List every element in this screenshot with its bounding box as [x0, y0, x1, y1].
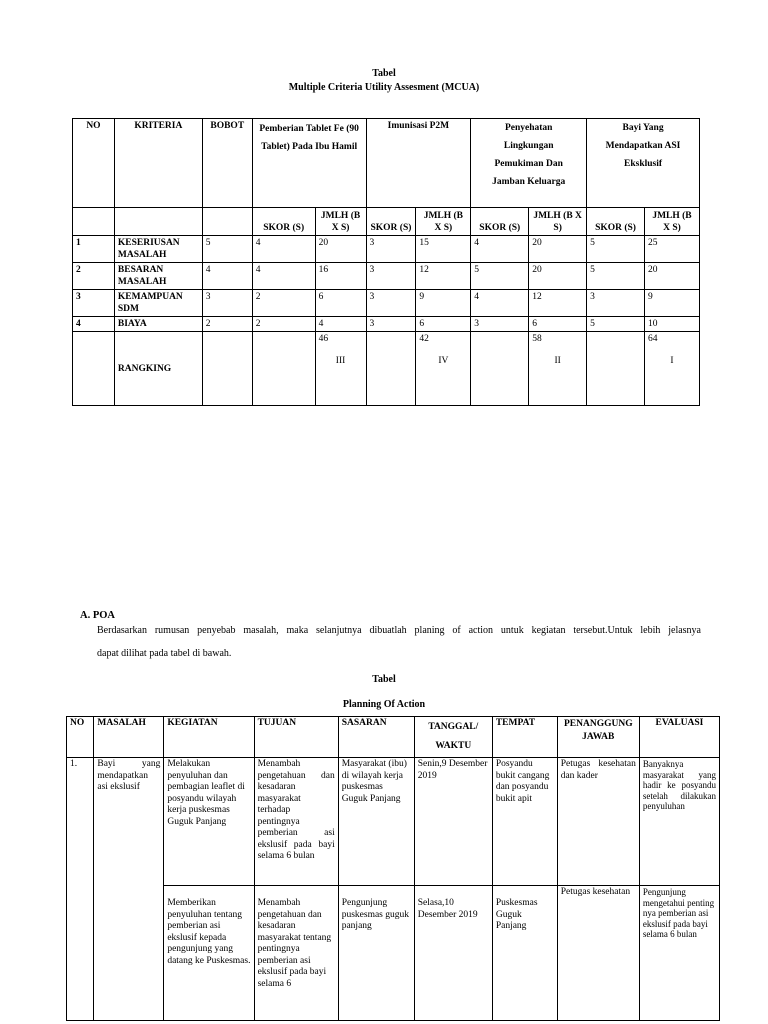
- row-tempat: Posyandu bukit cangang dan posyandu bukit apit: [492, 758, 557, 886]
- header-bobot: BOBOT: [202, 119, 252, 208]
- row-kriteria: KEMAMPUAN SDM: [114, 290, 202, 317]
- mcua-title: Multiple Criteria Utility Assesment (MCUA): [288, 82, 480, 93]
- mcua-label: Tabel: [372, 68, 396, 79]
- cell: 3: [587, 290, 645, 317]
- row-evaluasi: Banyaknya masyarakat yang hadir ke posyandu setelah dilakukan penyuluhan: [639, 758, 719, 886]
- row-kriteria: BIAYA: [114, 317, 202, 332]
- total-value: 58: [532, 334, 542, 344]
- subheader-skor: SKOR (S): [252, 208, 315, 236]
- row-no: 4: [73, 317, 115, 332]
- cell: 4: [471, 290, 529, 317]
- poa-header-row: [67, 717, 720, 758]
- cell: 6: [416, 317, 471, 332]
- cell: 20: [315, 236, 366, 263]
- cell: 5: [587, 263, 645, 290]
- poa-table: [66, 716, 720, 1021]
- table-row: [73, 263, 700, 290]
- cell: 5: [587, 317, 645, 332]
- cell: 5: [587, 236, 645, 263]
- row-kriteria: BESARAN MASALAH: [114, 263, 202, 290]
- rank-value: IV: [438, 356, 449, 366]
- cell: 15: [416, 236, 471, 263]
- header-no: NO: [73, 119, 115, 208]
- poa-title: Planning Of Action: [342, 699, 426, 710]
- header-option-1: Pemberian Tablet Fe (90 Tablet) Pada Ibu Hamil: [252, 119, 366, 208]
- cell: 20: [529, 263, 587, 290]
- row-evaluasi: Pengunjung mengetahui penting nya pemberian asi ekslusif pada bayi selama 6 bulan: [639, 886, 719, 1021]
- row-tempat: Puskesmas Guguk Panjang: [492, 886, 557, 1021]
- header-kriteria: KRITERIA: [114, 119, 202, 208]
- cell: 3: [471, 317, 529, 332]
- cell: 4: [252, 263, 315, 290]
- cell: 5: [471, 263, 529, 290]
- total-cell: [416, 332, 471, 406]
- row-sasaran: Pengunjung puskesmas guguk panjang: [338, 886, 414, 1021]
- subheader-jmlh: JMLH (B X S): [416, 208, 471, 236]
- header-masalah: MASALAH: [94, 717, 164, 758]
- header-penanggung-jawab: PENANGGUNG JAWAB: [557, 717, 639, 758]
- cell: 2: [252, 290, 315, 317]
- header-tanggal: TANGGAL/ WAKTU: [414, 717, 492, 758]
- row-sasaran: Masyarakat (ibu) di wilayah kerja puskesmas Guguk Panjang: [338, 758, 414, 886]
- subheader-jmlh: JMLH (B X S): [529, 208, 587, 236]
- ranking-label: RANGKING: [114, 332, 202, 406]
- row-bobot: 2: [202, 317, 252, 332]
- cell: 3: [366, 263, 416, 290]
- row-no: 2: [73, 263, 115, 290]
- header-evaluasi: EVALUASI: [639, 717, 719, 758]
- row-kegiatan: Memberikan penyuluhan tentang pemberian asi ekslusif kepada pengunjung yang datang ke Puskesmas.: [164, 886, 254, 1021]
- header-no: NO: [67, 717, 94, 758]
- ranking-row: [73, 332, 700, 406]
- row-tujuan: Menambah pengetahuan dan kesadaran masyarakat tentang pentingnya pemberian asi ekslusif pada bayi selama 6: [254, 886, 338, 1021]
- table-row: [73, 290, 700, 317]
- row-no: 3: [73, 290, 115, 317]
- total-value: 64: [647, 334, 658, 344]
- poa-paragraph-cont: dapat dilihat pada tabel di bawah.: [97, 648, 232, 659]
- row-no: 1.: [67, 758, 94, 1021]
- row-kegiatan: Melakukan penyuluhan dan pembagian leaflet di posyandu wilayah kerja puskesmas Guguk Panjang: [164, 758, 254, 886]
- mcua-table: [72, 118, 700, 406]
- row-tanggal: Senin,9 Desember 2019: [414, 758, 492, 886]
- row-tujuan: Menambah pengetahuan dan kesadaran masyarakat terhadap pentingnya pemberian asi ekslusif pada bayi selama 6 bulan: [254, 758, 338, 886]
- cell: 12: [529, 290, 587, 317]
- row-tanggal: Selasa,10 Desember 2019: [414, 886, 492, 1021]
- cell: 9: [416, 290, 471, 317]
- subheader-skor: SKOR (S): [587, 208, 645, 236]
- cell: 4: [471, 236, 529, 263]
- cell: 9: [644, 290, 699, 317]
- cell: 16: [315, 263, 366, 290]
- row-bobot: 4: [202, 263, 252, 290]
- subheader-skor: SKOR (S): [471, 208, 529, 236]
- rank-value: III: [335, 356, 346, 366]
- total-value: 42: [419, 334, 429, 344]
- cell: 20: [644, 263, 699, 290]
- row-bobot: 5: [202, 236, 252, 263]
- cell: 6: [315, 290, 366, 317]
- row-no: 1: [73, 236, 115, 263]
- poa-heading: A. POA: [80, 610, 115, 621]
- cell: 3: [366, 236, 416, 263]
- total-cell: [315, 332, 366, 406]
- total-value: 46: [318, 334, 329, 344]
- table-row: [67, 886, 720, 1021]
- subheader-jmlh: JMLH (B X S): [315, 208, 366, 236]
- cell: 2: [252, 317, 315, 332]
- row-masalah: Bayi yang mendapatkan asi ekslusif: [94, 758, 164, 1021]
- mcua-subheader-row: [73, 208, 700, 236]
- header-option-3: Penyehatan Lingkungan Pemukiman Dan Jamban Keluarga: [471, 119, 587, 208]
- rank-value: I: [670, 356, 674, 366]
- subheader-skor: SKOR (S): [366, 208, 416, 236]
- cell: 3: [366, 290, 416, 317]
- row-kriteria: KESERIUSAN MASALAH: [114, 236, 202, 263]
- cell: 6: [529, 317, 587, 332]
- table-row: [67, 758, 720, 886]
- row-penanggung-jawab: Petugas kesehatan: [557, 886, 639, 1021]
- poa-label: Tabel: [372, 674, 396, 685]
- header-sasaran: SASARAN: [338, 717, 414, 758]
- cell: 10: [644, 317, 699, 332]
- poa-paragraph: Berdasarkan rumusan penyebab masalah, maka selanjutnya dibuatlah planing of action untuk kegiatan tersebut.Untuk lebih jelasnya: [97, 625, 701, 636]
- cell: 20: [529, 236, 587, 263]
- row-penanggung-jawab: Petugas kesehatan dan kader: [557, 758, 639, 886]
- header-option-2: Imunisasi P2M: [366, 119, 471, 208]
- cell: 12: [416, 263, 471, 290]
- header-option-4: Bayi Yang Mendapatkan ASI Eksklusif: [587, 119, 700, 208]
- rank-value: II: [554, 356, 561, 366]
- header-tujuan: TUJUAN: [254, 717, 338, 758]
- cell: 25: [644, 236, 699, 263]
- cell: 4: [315, 317, 366, 332]
- table-row: [73, 236, 700, 263]
- header-kegiatan: KEGIATAN: [164, 717, 254, 758]
- subheader-jmlh: JMLH (B X S): [644, 208, 699, 236]
- total-cell: [644, 332, 699, 406]
- table-row: [73, 317, 700, 332]
- cell: 4: [252, 236, 315, 263]
- row-bobot: 3: [202, 290, 252, 317]
- header-tempat: TEMPAT: [492, 717, 557, 758]
- total-cell: [529, 332, 587, 406]
- mcua-header-row: [73, 119, 700, 208]
- cell: 3: [366, 317, 416, 332]
